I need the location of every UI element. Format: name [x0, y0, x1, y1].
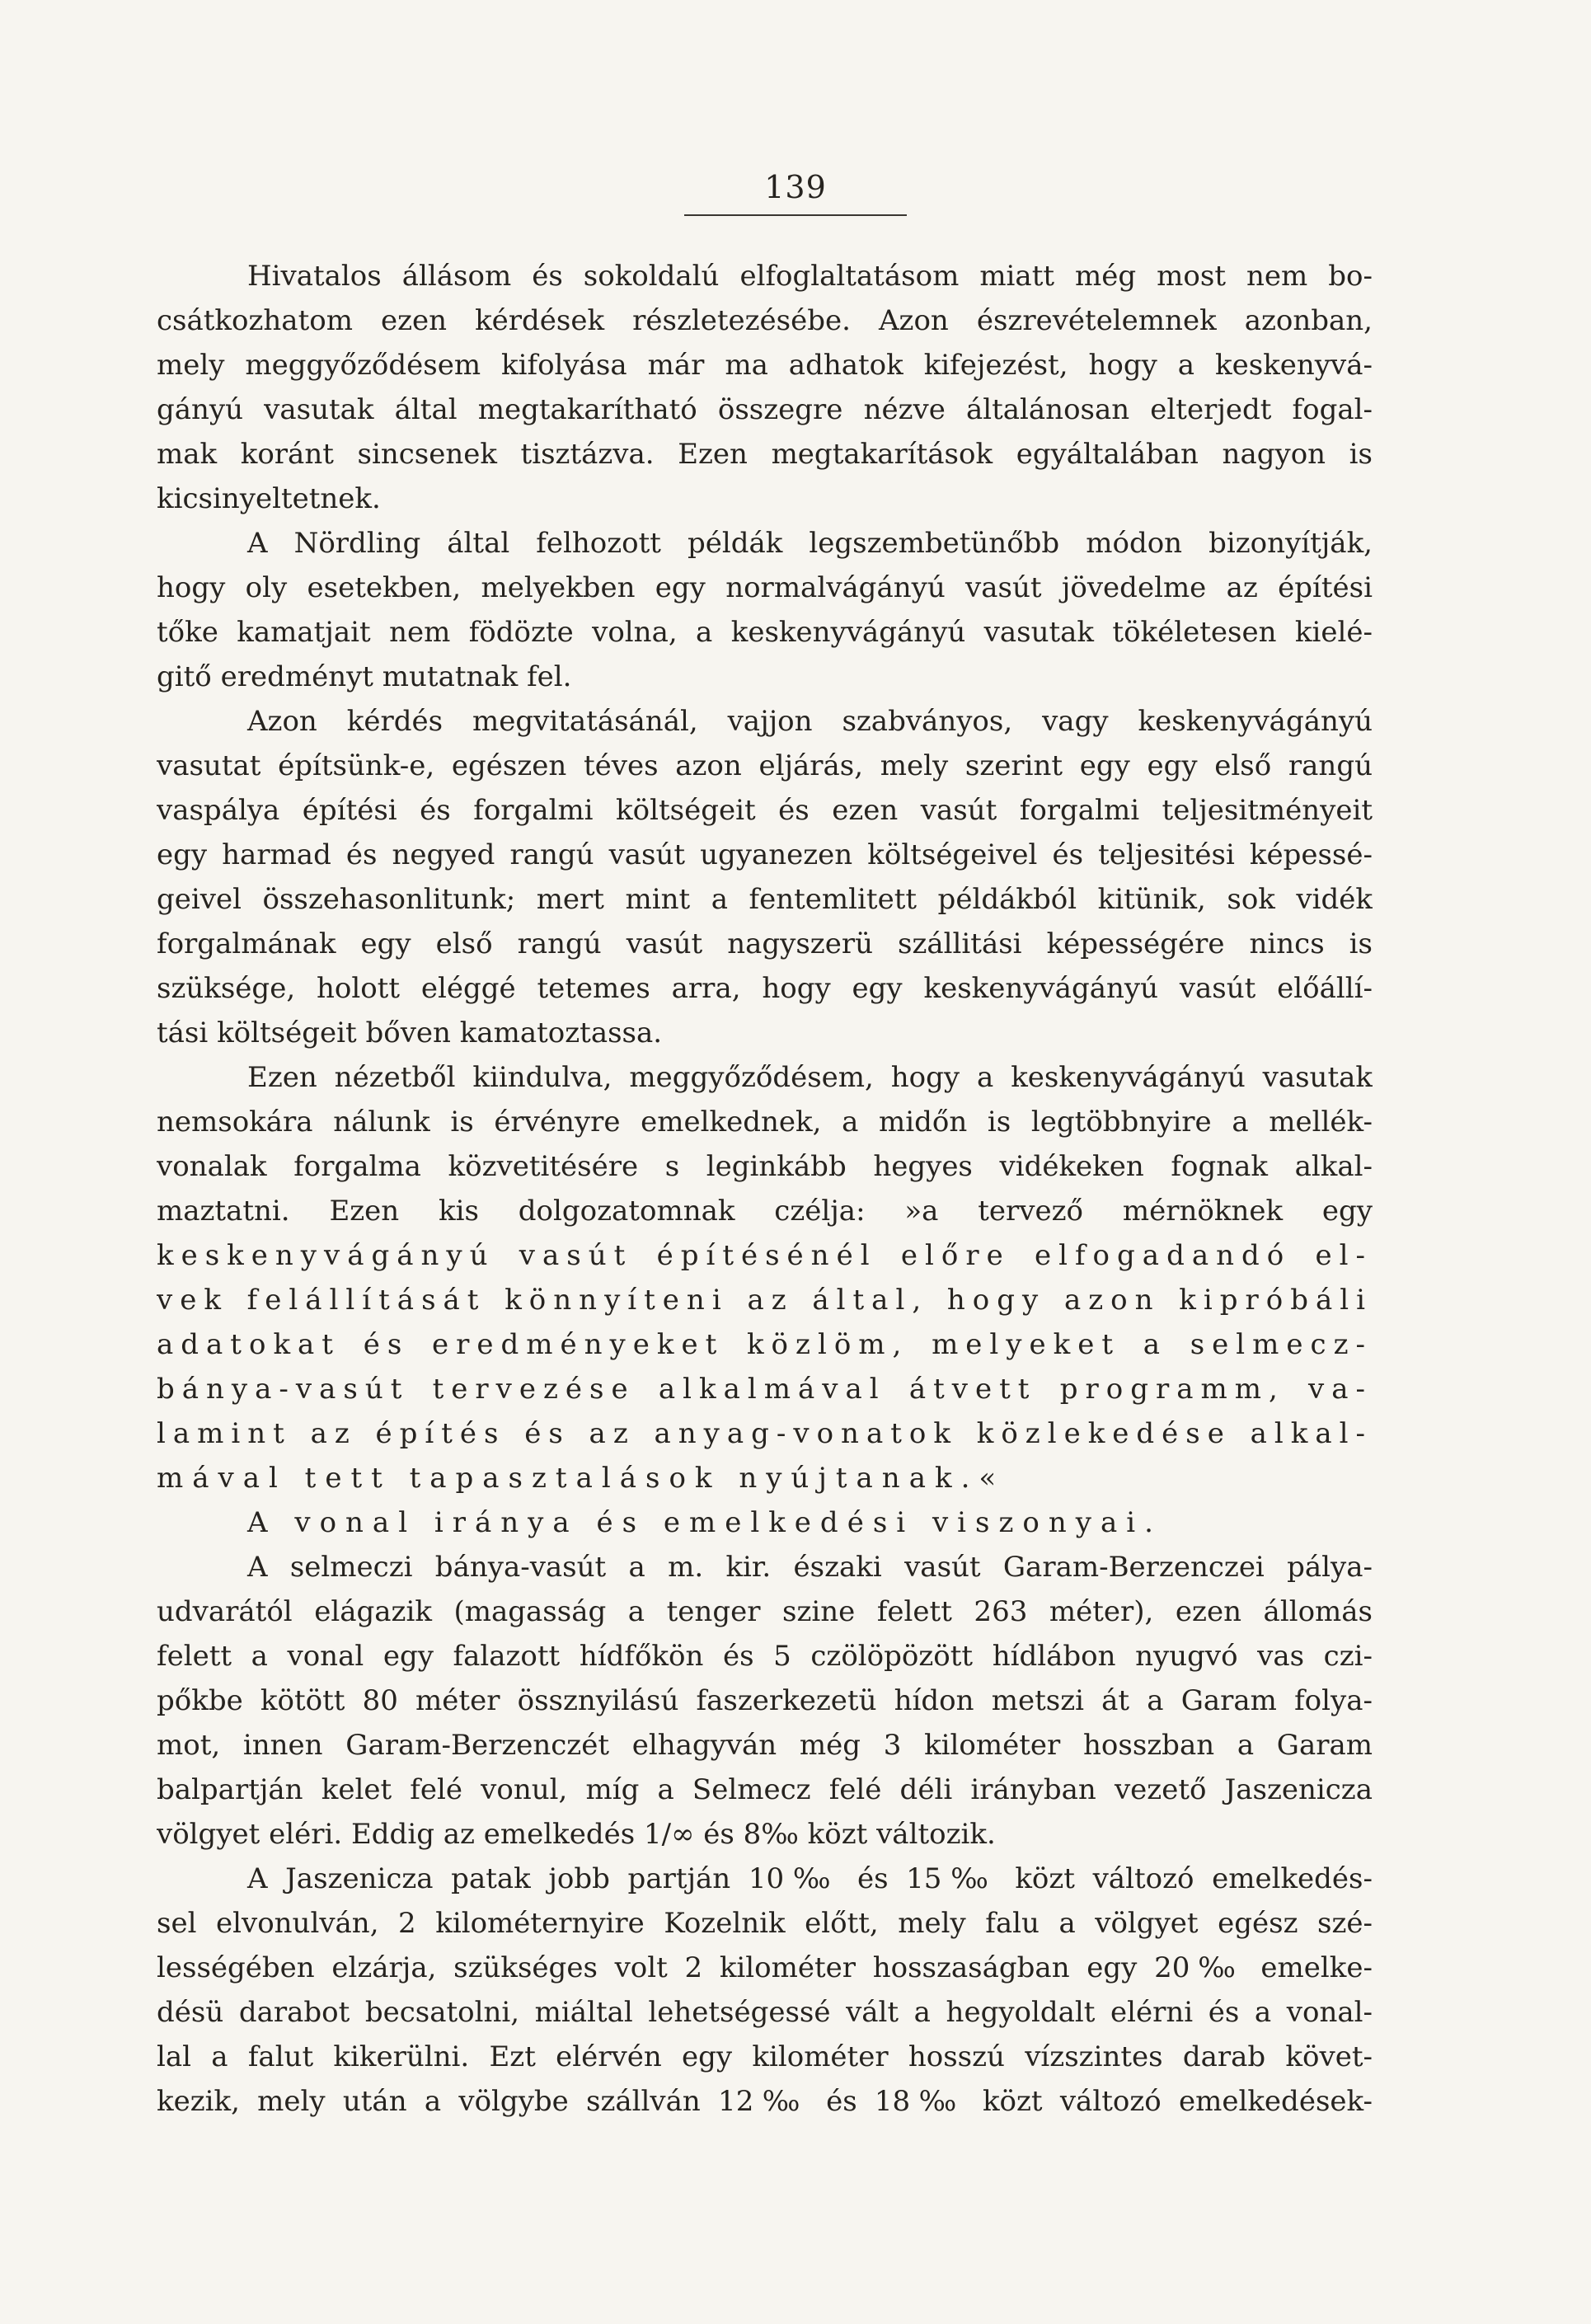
text-line: csátkozhatom ezen kérdések részletezésébe. Azon észrevételemnek azonban,: [157, 304, 1373, 337]
text-line: A selmeczi bánya-vasút a m. kir. északi vasút Garam-Berzenczei pálya-: [247, 1551, 1373, 1584]
text-line: hogy oly esetekben, melyekben egy normalvágányú vasút jövedelme az építési: [157, 571, 1373, 604]
text-line: felett a vonal egy falazott hídfőkön és 5 czölöpözött hídlábon nyugvó vas czi-: [157, 1640, 1373, 1673]
text-line: adatokat és eredményeket közlöm, melyeket a selmecz-: [157, 1328, 1373, 1361]
text-line: geivel összehasonlitunk; mert mint a fentemlitett példákból kitünik, sok vidék: [157, 883, 1373, 916]
text-line: vonalak forgalma közvetitésére s leginkább hegyes vidékeken fognak alkal-: [157, 1150, 1373, 1183]
page-number-rule: [684, 214, 907, 216]
text-line: lamint az építés és az anyag-vonatok közlekedése alkal-: [157, 1417, 1373, 1450]
text-line: völgyet eléri. Eddig az emelkedés 1/∞ és 8‰ közt változik.: [157, 1818, 996, 1851]
text-line: tőke kamatjait nem födözte volna, a keskenyvágányú vasutak tökéletesen kielé-: [157, 616, 1373, 649]
text-line: désü darabot becsatolni, miáltal lehetségessé vált a hegyoldalt elérni és a vonal-: [157, 1996, 1373, 2029]
text-line: lességében elzárja, szükséges volt 2 kilométer hosszaságban egy 20‰ emelke-: [157, 1951, 1373, 1984]
text-line: vaspálya építési és forgalmi költségeit és ezen vasút forgalmi teljesitményeit: [157, 794, 1373, 827]
text-line: maztatni. Ezen kis dolgozatomnak czélja: »a tervező mérnöknek egy: [157, 1195, 1373, 1228]
text-line: vek felállítását könnyíteni az által, hogy azon kipróbáli: [157, 1284, 1373, 1317]
text-line: Azon kérdés megvitatásánál, vajjon szabványos, vagy keskenyvágányú: [247, 705, 1373, 738]
text-line: kezik, mely után a völgybe szállván 12‰ és 18‰ közt változó emelkedések-: [157, 2085, 1373, 2118]
page-number: 139: [764, 169, 827, 205]
text-line: kicsinyeltetnek.: [157, 482, 381, 515]
text-line: sel elvonulván, 2 kilométernyire Kozelnik előtt, mely falu a völgyet egész szé-: [157, 1907, 1373, 1940]
text-line: balpartján kelet felé vonul, míg a Selmecz felé déli irányban vezető Jaszenicza: [157, 1773, 1373, 1806]
text-line: pőkbe kötött 80 méter össznyilású faszerkezetü hídon metszi át a Garam folya-: [157, 1684, 1373, 1717]
text-line: A Nördling által felhozott példák legszembetünőbb módon bizonyítják,: [247, 527, 1373, 560]
text-line: tási költségeit bőven kamatoztassa.: [157, 1016, 663, 1049]
text-line: mával tett tapasztalások nyújtanak.«: [157, 1462, 1006, 1495]
text-line: keskenyvágányú vasút építésénél előre elfogadandó el-: [157, 1239, 1373, 1272]
text-line: lal a falut kikerülni. Ezt elérvén egy kilométer hosszú vízszintes darab követ-: [157, 2040, 1373, 2073]
text-line: A Jaszenicza patak jobb partján 10‰ és 15‰ közt változó emelkedés-: [247, 1862, 1373, 1895]
text-line: mot, innen Garam-Berzenczét elhagyván még 3 kilométer hosszban a Garam: [157, 1729, 1373, 1762]
text-line: forgalmának egy első rangú vasút nagyszerü szállitási képességére nincs is: [157, 927, 1373, 960]
body-text: [157, 254, 1373, 2124]
text-line: bánya-vasút tervezése alkalmával átvett programm, va-: [157, 1373, 1373, 1406]
text-line: A vonal iránya és emelkedési viszonyai.: [247, 1506, 1162, 1539]
text-line: udvarától elágazik (magasság a tenger szine felett 263 méter), ezen állomás: [157, 1595, 1373, 1628]
text-line: Ezen nézetből kiindulva, meggyőződésem, hogy a keskenyvágányú vasutak: [247, 1061, 1373, 1094]
text-line: Hivatalos állásom és sokoldalú elfoglaltatásom miatt még most nem bo-: [247, 260, 1373, 293]
text-line: egy harmad és negyed rangú vasút ugyanezen költségeivel és teljesitési képessé-: [157, 838, 1373, 871]
text-line: szüksége, holott eléggé tetemes arra, hogy egy keskenyvágányú vasút előállí-: [157, 972, 1373, 1005]
text-line: gitő eredményt mutatnak fel.: [157, 660, 572, 693]
text-line: gányú vasutak által megtakarítható összegre nézve általánosan elterjedt fogal-: [157, 393, 1373, 426]
text-line: mak koránt sincsenek tisztázva. Ezen megtakarítások egyáltalában nagyon is: [157, 438, 1373, 471]
text-line: mely meggyőződésem kifolyása már ma adhatok kifejezést, hogy a keskenyvá-: [157, 349, 1373, 382]
text-line: vasutat építsünk-e, egészen téves azon eljárás, mely szerint egy egy első rangú: [157, 749, 1373, 782]
text-line: nemsokára nálunk is érvényre emelkednek, a midőn is legtöbbnyire a mellék-: [157, 1106, 1373, 1139]
